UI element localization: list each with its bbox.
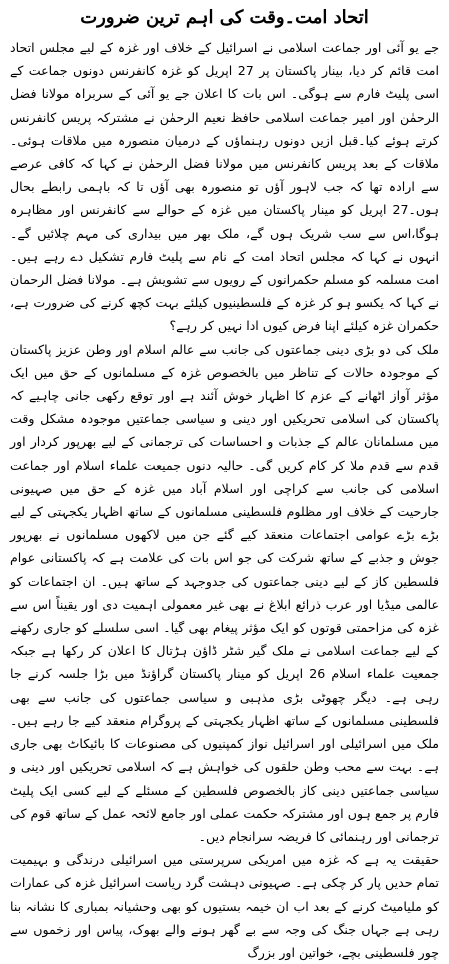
article-paragraph-3: حقیقت یہ ہے کہ غزہ میں امریکی سرپرستی میں اسرائیلی درندگی و بہیمیت تمام حدیں پار کر چکی ہے۔ صہیونی دہشت گرد ریاست اسرائیل غزہ کی عمارات کو ملیامیٹ کرنے کے بعد اب ان خیمہ بستیوں کو بھی وحشیانہ بمباری کا نشانہ بنا رہی ہے جہاں جنگ کی وجہ سے بے گھر ہونے والے بھوک، پیاس اور زخموں سے چور فلسطینی بچے، خواتین اور بزرگ bbox=[10, 852, 439, 960]
article-headline: اتحاد امت۔وقت کی اہم ترین ضرورت bbox=[80, 7, 369, 28]
article-paragraph-2: ملک کی دو بڑی دینی جماعتوں کی جانب سے عالم اسلام اور وطن عزیز پاکستان کے موجودہ حالات کے تناظر میں بالخصوص غزہ کے مسلمانوں کے حق میں ایک مؤثر آواز اٹھانے کے عزم کا اظہار خوش آئند ہے اور توقع رکھی جانی چاہیے کہ پاکستان کی اسلامی تحریکیں اور دینی و سیاسی جماعتیں موجودہ مشکل وقت میں مسلمانان عالم کے جذبات و احساسات کی ترجمانی کے لیے بھرپور کردار اور قدم سے قدم ملا کر کام کریں گی۔ حالیہ دنوں جمیعت علماء اسلام اور جماعت اسلامی کی جانب سے کراچی اور اسلام آباد میں غزہ کے حق میں صہیونی جارحیت کے خلاف اور مظلوم فلسطینی مسلمانوں کے ساتھ اظہار یکجہتی کے لیے بڑے بڑے عوامی اجتماعات منعقد کیے گئے جن میں لاکھوں مسلمانوں نے بھرپور جوش و جذبے کے ساتھ شرکت کی جو اس بات کی علامت ہے کہ پاکستانی عوام فلسطین کاز کے لیے دینی جماعتوں کی جدوجہد کے ساتھ ہیں۔ ان اجتماعات کو عالمی میڈیا اور عرب ذرائع ابلاغ نے بھی غیر معمولی اہمیت دی اور یقیناً اس سے غزہ کی مزاحمتی قوتوں کو ایک مؤثر پیغام بھی گیا۔ اسی سلسلے کو جاری رکھنے کے لیے جماعت اسلامی نے ملک گیر شٹر ڈاؤن ہڑتال کا اعلان کر رکھا ہے جبکہ جمعیت علماء اسلام 26 اپریل کو مینار پاکستان گراؤنڈ میں بڑا جلسہ کرنے جا رہی ہے۔ دیگر چھوٹی بڑی مذہبی و سیاسی جماعتوں کی جانب سے بھی فلسطینی مسلمانوں کے ساتھ اظہار یکجہتی کے پروگرام منعقد کیے جا رہے ہیں۔ ملک میں اسرائیلی اور اسرائیل نواز کمپنیوں کی مصنوعات کا بائیکاٹ بھی جاری ہے۔ بہت سے محب وطن حلقوں کی خواہش ہے کہ اسلامی تحریکیں اور دینی و سیاسی جماعتیں دینی کاز بالخصوص فلسطین کے مسئلے کے لیے کسی ایک پلیٹ فارم پر جمع ہوں اور مشترکہ حکمت عملی اور جامع لائحہ عمل کے ساتھ قوم کی ترجمانی اور رہنمائی کا فریضہ سرانجام دیں۔ bbox=[10, 341, 439, 844]
article-paragraph-1: جے یو آئی اور جماعت اسلامی نے اسرائیل کے خلاف اور غزہ کے لیے مجلس اتحاد امت قائم کر دیا، بینار پاکستان پر 27 اپریل کو غزہ کانفرنس دونوں جماعت کے اسی پلیٹ فارم سے ہوگی۔ اس بات کا اعلان جے یو آئی کے سربراہ مولانا فضل الرحمٰن اور امیر جماعت اسلامی حافظ نعیم الرحمٰن نے مشترکہ پریس کانفرنس کرتے ہوئے کیا۔قبل ازیں دونوں رہنماؤں کے درمیان منصورہ میں ملاقات ہوئی۔ ملاقات کے بعد پریس کانفرنس میں مولانا فضل الرحمٰن نے کہا کہ کافی عرصے سے ارادہ تھا کہ جب لاہور آؤں تو منصورہ بھی آؤں تا کہ باہمی رابطے بحال ہوں۔27 اپریل کو مینار پاکستان میں غزہ کے حوالے سے کانفرنس اور مظاہرہ ہوگا،اس سے سب شریک ہوں گے، ملک بھر میں بیداری کی مہم چلائیں گے۔ انہوں نے کہا کہ مجلس اتحاد امت کے نام سے پلیٹ فارم تشکیل دے رہے ہیں۔ امت مسلمہ کو مسلم حکمرانوں کے رویوں سے تشویش ہے۔ مولانا فضل الرحمان نے کہا کہ یکسو ہو کر غزہ کے فلسطینیوں کیلئے بہت کچھ کرنے کی ضرورت ہے، حکمران غزہ کیلئے اپنا فرض کیوں ادا نہیں کر رہے؟ bbox=[10, 40, 439, 334]
